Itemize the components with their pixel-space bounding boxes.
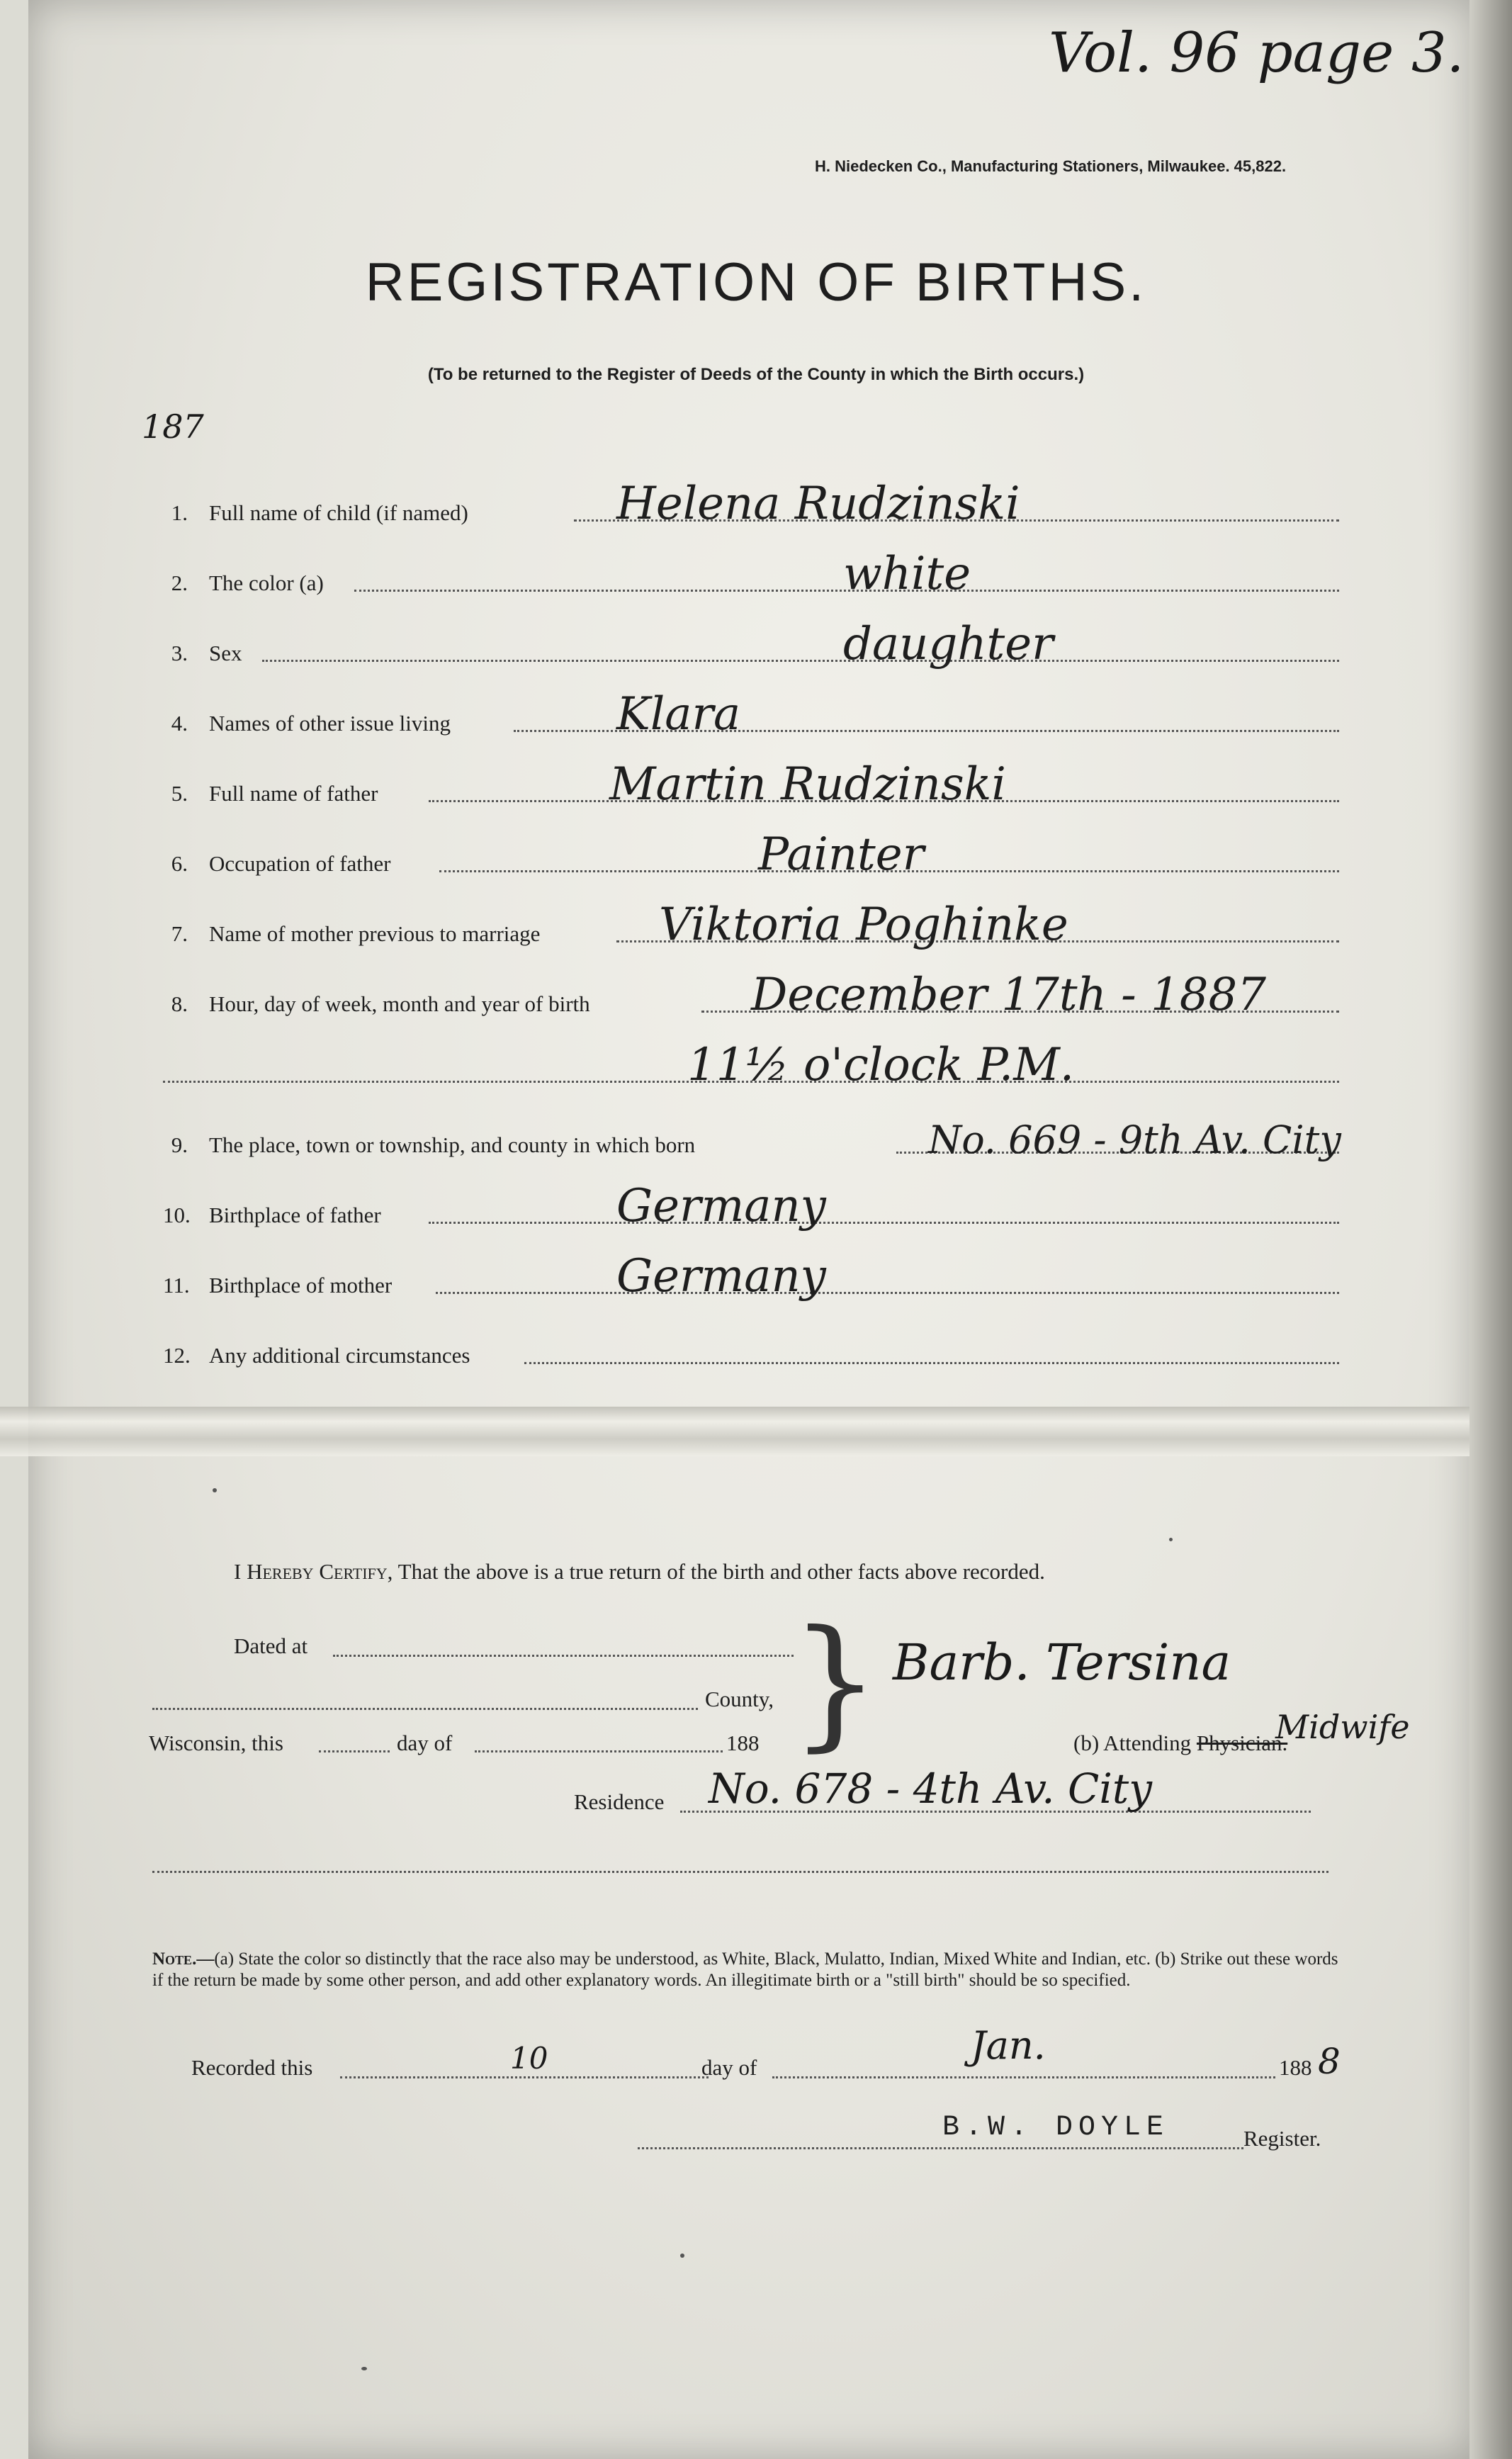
field-number: 1. bbox=[171, 500, 188, 525]
field-row-additional bbox=[163, 1324, 1339, 1374]
dotted-line bbox=[429, 1222, 1339, 1224]
field-label: Occupation of father bbox=[209, 851, 391, 876]
field-row-birth-time-continued bbox=[163, 1039, 1339, 1093]
wisconsin-label: Wisconsin, this bbox=[149, 1731, 283, 1755]
field-value-handwritten: Germany bbox=[616, 1250, 826, 1302]
field-value-handwritten: No. 669 - 9th Av. City bbox=[928, 1118, 1341, 1162]
stationer-imprint: H. Niedecken Co., Manufacturing Stationers, Milwaukee. 45,822. bbox=[815, 157, 1287, 175]
attending-prefix: (b) Attending bbox=[1073, 1731, 1192, 1755]
field-value-handwritten: daughter bbox=[843, 618, 1054, 670]
scan-speck bbox=[361, 2367, 367, 2370]
dotted-line bbox=[319, 1750, 390, 1752]
dated-at-label: Dated at bbox=[234, 1633, 308, 1658]
dotted-line bbox=[152, 1708, 698, 1710]
field-value-handwritten: 11½ o'clock P.M. bbox=[687, 1039, 1075, 1091]
scan-speck bbox=[213, 1488, 217, 1492]
field-row-sex bbox=[163, 618, 1339, 672]
field-value-handwritten: Klara bbox=[616, 688, 741, 741]
field-number: 5. bbox=[171, 781, 188, 806]
field-label: Sex bbox=[209, 641, 242, 665]
county-label: County, bbox=[705, 1687, 774, 1711]
certify-text: That the above is a true return of the birth and other facts above recorded. bbox=[393, 1559, 1045, 1584]
field-value-handwritten: Painter bbox=[758, 828, 925, 881]
field-row-mother-maiden-name bbox=[163, 899, 1339, 952]
dotted-line bbox=[638, 2147, 1243, 2149]
recorded-day-of-label: day of bbox=[701, 2055, 757, 2080]
document-subtitle: (To be returned to the Register of Deeds of the County in which the Birth occurs.) bbox=[427, 365, 1085, 384]
year-label: 188 bbox=[726, 1731, 760, 1755]
scan-speck bbox=[680, 2253, 684, 2258]
field-row-father-occupation bbox=[163, 828, 1339, 882]
dotted-line bbox=[152, 1871, 1328, 1873]
recorded-day-value: 10 bbox=[510, 2041, 548, 2076]
day-of-label: day of bbox=[397, 1731, 453, 1755]
field-row-mother-birthplace bbox=[163, 1250, 1339, 1304]
dotted-line bbox=[772, 2076, 1275, 2078]
field-number: 12. bbox=[163, 1343, 191, 1368]
residence-value: No. 678 - 4th Av. City bbox=[709, 1765, 1152, 1813]
field-label: Full name of child (if named) bbox=[209, 500, 468, 525]
register-label: Register. bbox=[1243, 2126, 1321, 2151]
field-row-birth-place bbox=[163, 1114, 1339, 1164]
scan-speck bbox=[1169, 1538, 1173, 1541]
brace-symbol: } bbox=[790, 1600, 881, 1765]
field-value-handwritten: Germany bbox=[616, 1180, 826, 1232]
recorded-label: Recorded this bbox=[191, 2055, 313, 2080]
recorded-month-value: Jan. bbox=[971, 2023, 1046, 2068]
field-label: Name of mother previous to marriage bbox=[209, 921, 541, 946]
attending-label bbox=[1073, 1731, 1287, 1756]
dotted-line bbox=[524, 1362, 1339, 1364]
dotted-line bbox=[262, 660, 1339, 662]
field-number: 3. bbox=[171, 641, 188, 665]
field-number: 2. bbox=[171, 570, 188, 595]
field-row-father-birthplace bbox=[163, 1180, 1339, 1234]
field-label: Any additional circumstances bbox=[209, 1343, 470, 1368]
recorded-year-suffix: 8 bbox=[1318, 2041, 1341, 2082]
document-title: REGISTRATION OF BIRTHS. bbox=[365, 252, 1147, 313]
page-fold bbox=[0, 1407, 1512, 1456]
field-value-handwritten: Viktoria Poghinke bbox=[659, 899, 1068, 951]
note-lead: Note.— bbox=[152, 1949, 215, 1969]
field-label: Birthplace of mother bbox=[209, 1273, 393, 1298]
form-number: 187 bbox=[142, 407, 204, 446]
certify-lead: I Hereby Certify, bbox=[234, 1559, 393, 1584]
field-number: 6. bbox=[171, 851, 188, 876]
attending-struck-word: Physician. bbox=[1196, 1731, 1288, 1755]
field-number: 10. bbox=[163, 1203, 191, 1227]
field-row-color bbox=[163, 548, 1339, 602]
field-row-father-name bbox=[163, 758, 1339, 812]
field-label: The place, town or township, and county in which born bbox=[209, 1132, 696, 1157]
attending-correction: Midwife bbox=[1275, 1708, 1410, 1746]
field-row-other-issue bbox=[163, 688, 1339, 742]
field-number: 4. bbox=[171, 711, 188, 736]
field-label: Names of other issue living bbox=[209, 711, 451, 736]
field-row-birth-time bbox=[163, 969, 1339, 1023]
dotted-line bbox=[475, 1750, 723, 1752]
dotted-line bbox=[436, 1292, 1339, 1294]
field-value-handwritten: December 17th - 1887 bbox=[751, 969, 1266, 1021]
volume-page-note: Vol. 96 page 3. bbox=[1049, 21, 1465, 85]
field-number: 7. bbox=[171, 921, 188, 946]
register-signature: B.W. DOYLE bbox=[942, 2112, 1170, 2144]
field-label: Hour, day of week, month and year of birth bbox=[209, 991, 590, 1016]
field-value-handwritten: Martin Rudzinski bbox=[609, 758, 1006, 811]
instructions-note bbox=[152, 1949, 1343, 1991]
field-label: Birthplace of father bbox=[209, 1203, 381, 1227]
attendant-signature: Barb. Tersina bbox=[893, 1633, 1231, 1692]
field-number: 8. bbox=[171, 991, 188, 1016]
note-text: (a) State the color so distinctly that the race also may be understood, as White, Black, Mulatto, Indian, Mixed White and Indian, etc. (b) Strike out these words if the return be made by some other person, and add other explanatory words. An illegitimate birth or a "still birth" should be so specified. bbox=[152, 1949, 1338, 1990]
dotted-line bbox=[333, 1655, 794, 1657]
certification-statement bbox=[234, 1559, 1045, 1585]
residence-label: Residence bbox=[574, 1789, 665, 1814]
field-number: 9. bbox=[171, 1132, 188, 1157]
field-label: The color (a) bbox=[209, 570, 324, 595]
field-value-handwritten: white bbox=[843, 548, 971, 600]
field-row-child-name bbox=[163, 478, 1339, 531]
field-number: 11. bbox=[163, 1273, 190, 1298]
dotted-line bbox=[340, 2076, 709, 2078]
recorded-year-prefix: 188 bbox=[1279, 2055, 1312, 2080]
field-value-handwritten: Helena Rudzinski bbox=[616, 478, 1020, 530]
field-label: Full name of father bbox=[209, 781, 378, 806]
